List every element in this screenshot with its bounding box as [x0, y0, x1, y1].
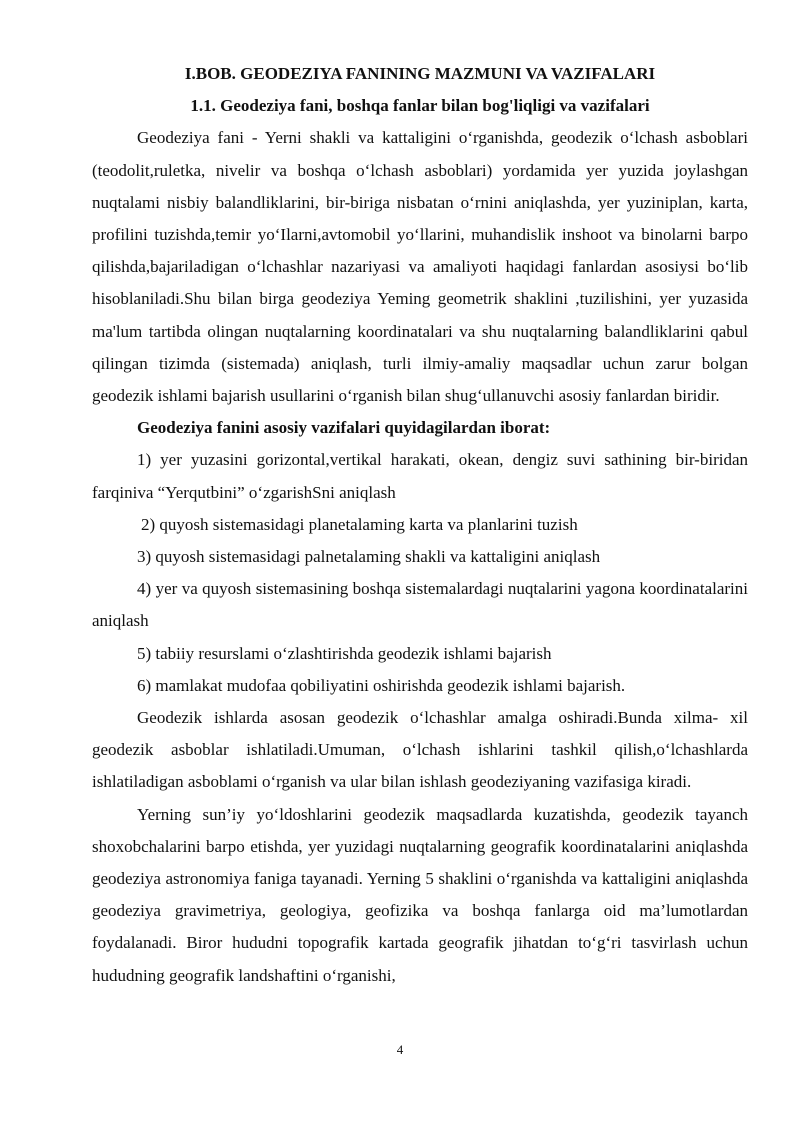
- intro-paragraph: Geodeziya fani - Yerni shakli va kattaligini o‘rganishda, geodezik o‘lchash asboblari (teodolit,ruletka, nivelir va boshqa o‘lchash asboblari) yordamida yer yuzida joylashgan nuqtalami nisbiy balandliklarini, bir-biriga nisbatan o‘rnini aniqlashda, yer yuziniplan, karta, profilini tuzishda,temir yo‘Ilarni,avtomobil yo‘llarini, muhandislik inshoot va binolarni barpo qilishda,bajariladigan o‘lchashlar nazariyasi va amaliyoti haqidagi fanlardan asosiysi bo‘lib hisoblaniladi.Shu bilan birga geodeziya Yeming geometrik shaklini ,tuzilishini, yer yuzasida ma'lum tartibda olingan nuqtalarning koordinatalari va shu nuqtalarning balandliklarini qabul qilingan tizimda (sistemada) aniqlash, turli ilmiy-amaliy maqsadlar uchun zarur bolgan geodezik ishlami bajarish usullarini o‘rganish bilan shug‘ullanuvchi asosiy fanlardan biridir.: [92, 128, 748, 406]
- task-item-1: 1) yer yuzasini gorizontal,vertikal harakati, okean, dengiz suvi sathining bir-biridan farqiniva “Yerqutbini” o‘zgarishSni aniqlash: [92, 450, 748, 502]
- document-page: [92, 58, 748, 992]
- tasks-heading: Geodeziya fanini asosiy vazifalari quyidagilardan iborat:: [137, 418, 551, 438]
- section-heading: 1.1. Geodeziya fani, boshqa fanlar bilan bog'liqligi va vazifalari: [190, 96, 650, 116]
- task-item-3: 3) quyosh sistemasidagi palnetalaming shakli va kattaligini aniqlash: [137, 547, 601, 567]
- related-sciences-paragraph: Yerning sun’iy yo‘ldoshlarini geodezik maqsadlarda kuzatishda, geodezik tayanch shoxobchalarini barpo etishda, yer yuzidagi nuqtalarning geografik koordinatalarini aniqlashda geodeziya astronomiya faniga tayanadi. Yerning 5 shaklini o‘rganishda va kattaligini aniqlashda geodeziya gravimetriya, geologiya, geofizika va boshqa fanlarga oid ma’lumotlardan foydalanadi. Biror hududni topografik kartada geografik jihatdan to‘g‘ri tasvirlash uchun hududning geografik landshaftini o‘rganishi,: [92, 804, 748, 985]
- chapter-heading: I.BOB. GEODEZIYA FANINING MAZMUNI VA VAZIFALARI: [184, 64, 656, 83]
- task-item-4: 4) yer va quyosh sistemasining boshqa sistemalardagi nuqtalarini yagona koordinatalarini aniqlash: [92, 579, 748, 631]
- task-item-6: 6) mamlakat mudofaa qobiliyatini oshirishda geodezik ishlami bajarish.: [137, 675, 626, 695]
- task-item-2: 2) quyosh sistemasidagi planetalaming karta va planlarini tuzish: [141, 514, 578, 534]
- measurements-paragraph: Geodezik ishlarda asosan geodezik o‘lchashlar amalga oshiradi.Bunda xilma- xil geodezik asboblar ishlatiladi.Umuman, o‘lchash ishlarini tashkil qilish,o‘lchashlarda ishlatiladigan asboblami o‘rganish va ular bilan ishlash geodeziyaning vazifasiga kiradi.: [92, 708, 748, 792]
- task-item-5: 5) tabiiy resurslami o‘zlashtirishda geodezik ishlami bajarish: [137, 643, 552, 663]
- page-number: 4: [396, 1042, 404, 1057]
